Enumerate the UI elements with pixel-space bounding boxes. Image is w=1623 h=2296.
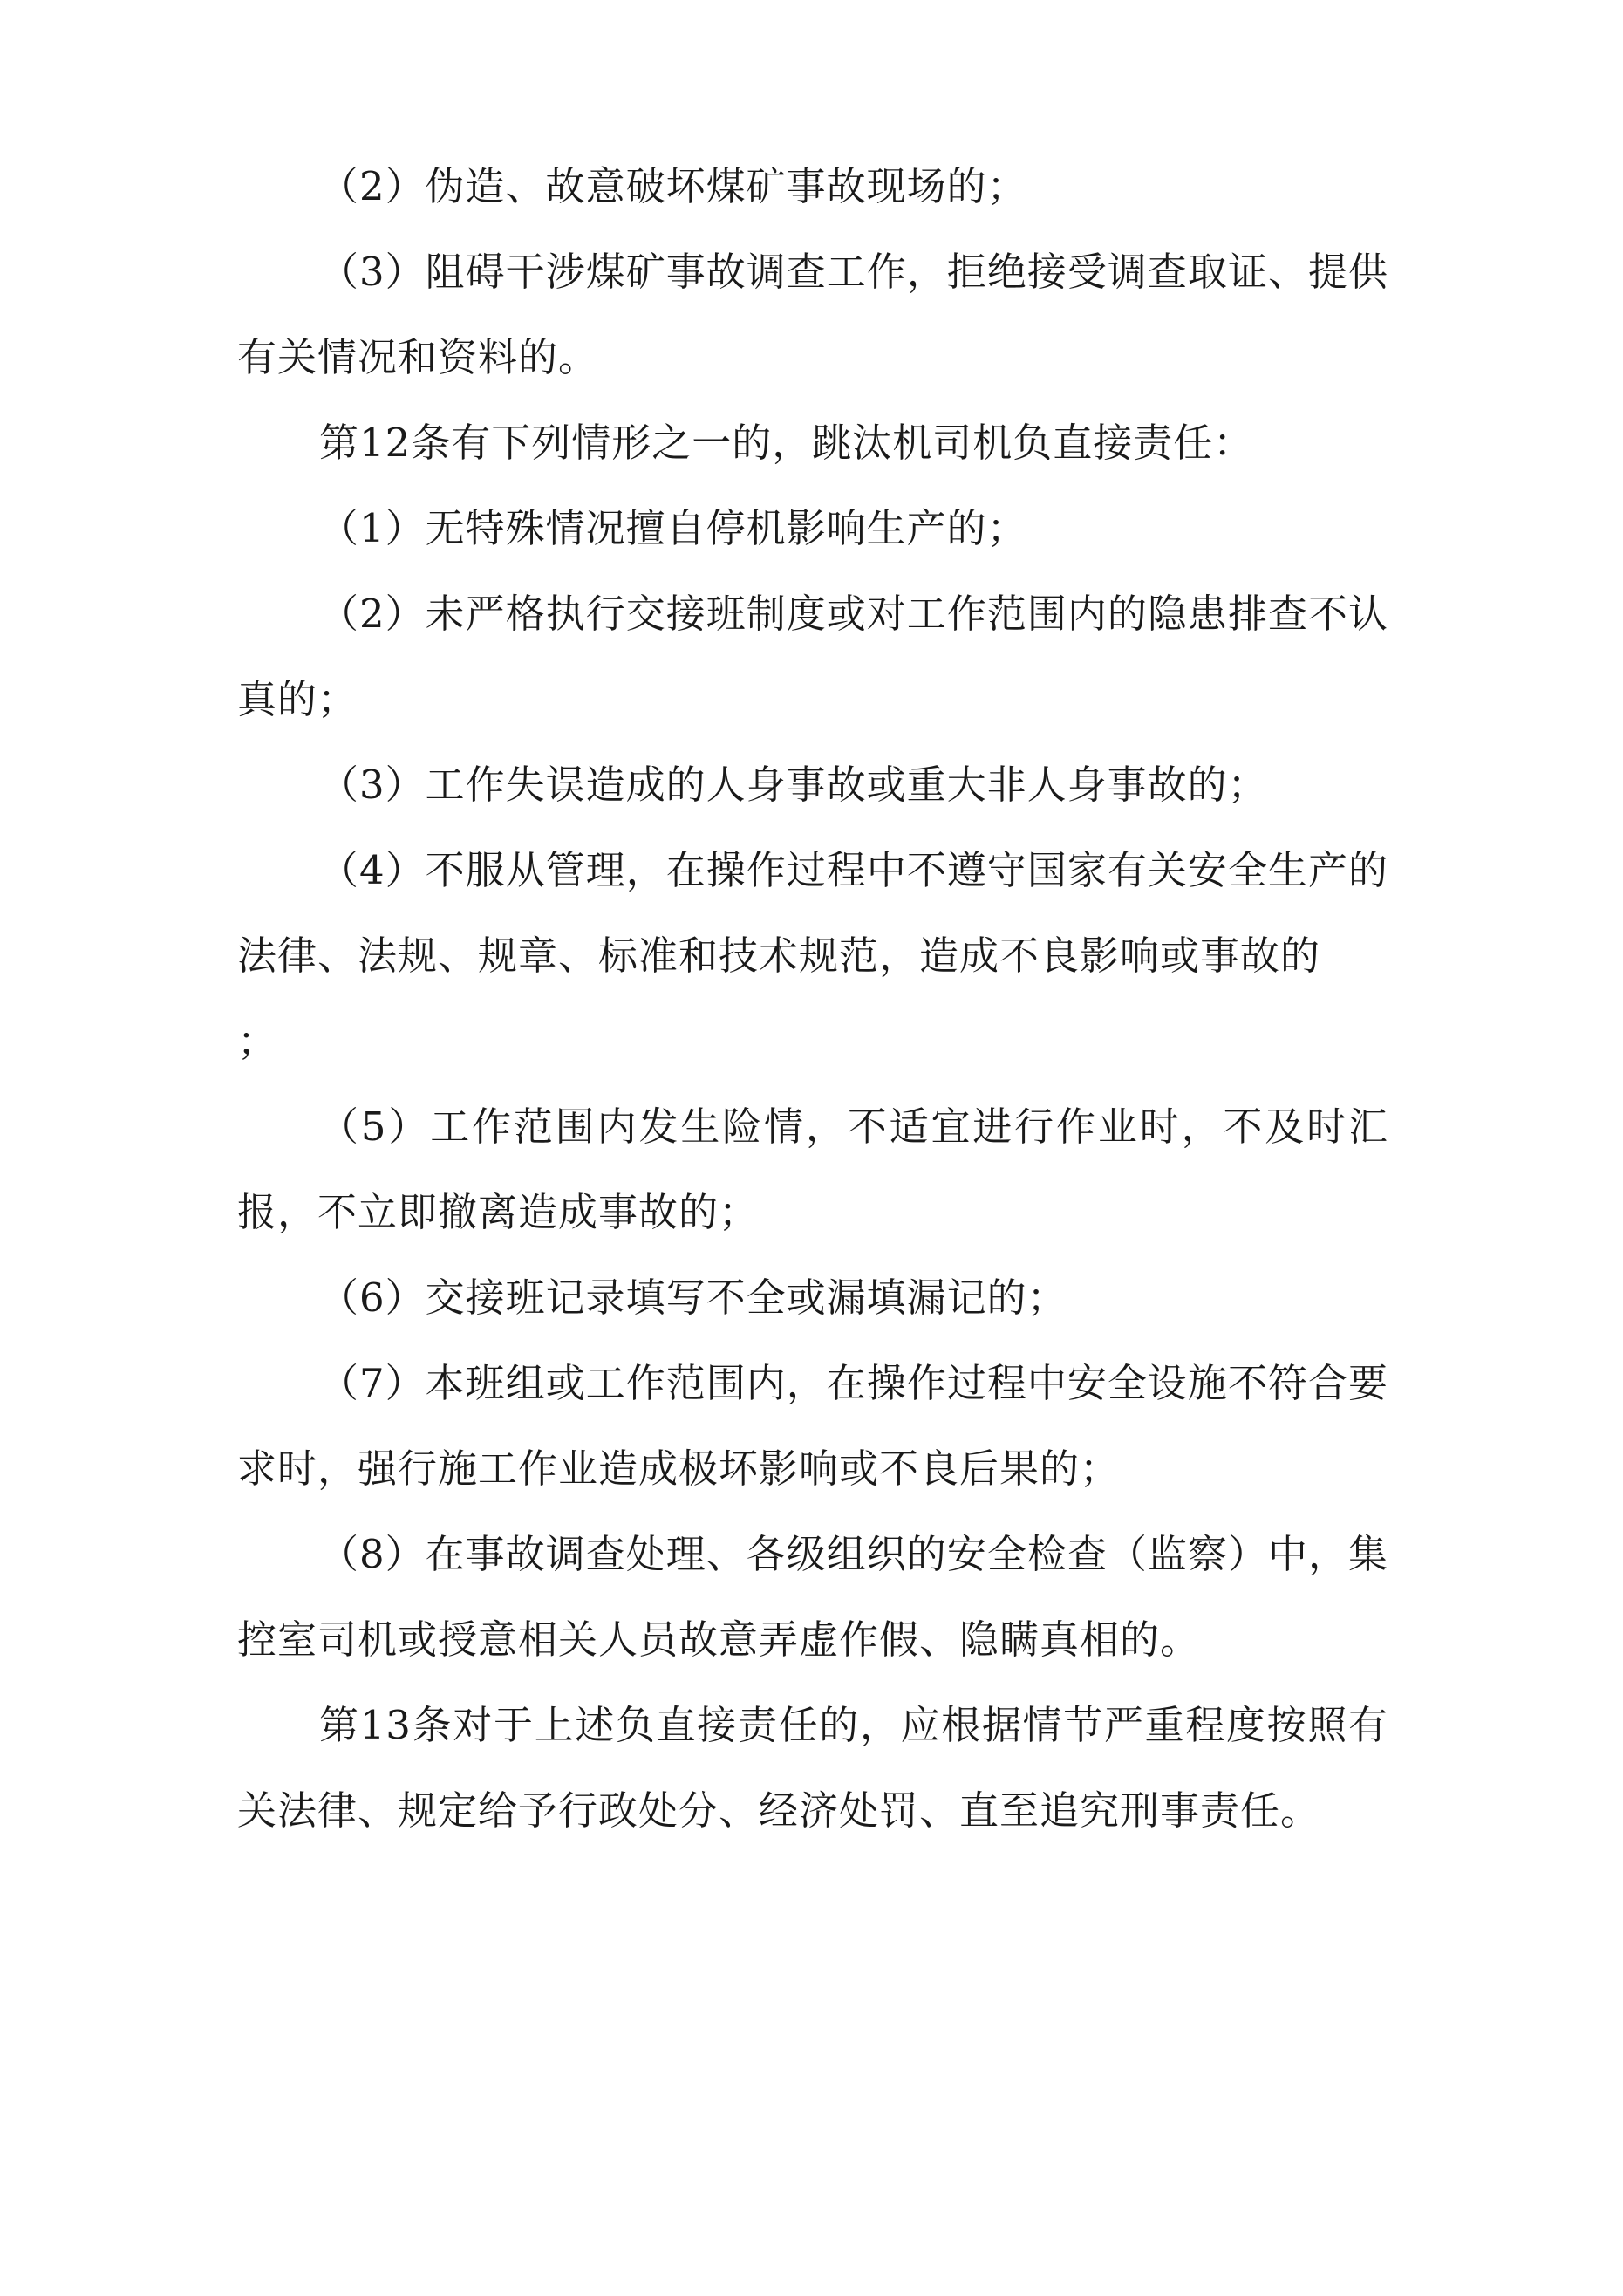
article-12-item-8: （8）在事故调查处理、各级组织的安全检查（监察）中，集控室司机或授意相关人员故意弄虚作假、隐瞒真相的。 bbox=[237, 1531, 1388, 1663]
article-12-item-3: （3）工作失误造成的人身事故或重大非人身事故的； bbox=[319, 762, 1268, 808]
article-12-item-4: （4）不服从管理，在操作过程中不遵守国家有关安全生产的法律、法规、规章、标准和技术规范，造成不良影响或事故的 bbox=[237, 847, 1388, 979]
clause-2-forgery: （2）伪造、故意破坏煤矿事故现场的； bbox=[319, 163, 1027, 209]
article-13: 第13条对于上述负直接责任的，应根据情节严重程度按照有关法律、规定给予行政处分、经济处罚、直至追究刑事责任。 bbox=[237, 1702, 1388, 1834]
article-12-item-1: （1）无特殊情况擅自停机影响生产的； bbox=[319, 505, 1027, 551]
article-12-item-2: （2）未严格执行交接班制度或对工作范围内的隐患排查不认真的； bbox=[237, 591, 1388, 722]
article-12-item-6: （6）交接班记录填写不全或漏填漏记的； bbox=[319, 1274, 1067, 1321]
document-body bbox=[237, 144, 1388, 1854]
article-12-item-5: （5）工作范围内发生险情，不适宜进行作业时，不及时汇报，不立即撤离造成事故的； bbox=[237, 1104, 1388, 1235]
clause-3-obstruction: （3）阻碍干涉煤矿事故调查工作，拒绝接受调查取证、提供有关情况和资料的。 bbox=[237, 249, 1388, 380]
article-12-heading: 第12条有下列情形之一的，跳汰机司机负直接责任： bbox=[319, 420, 1254, 466]
article-12-item-4-tail: ； bbox=[237, 1018, 278, 1064]
article-12-item-7: （7）本班组或工作范围内，在操作过程中安全设施不符合要求时，强行施工作业造成极坏影响或不良后果的； bbox=[237, 1360, 1388, 1492]
